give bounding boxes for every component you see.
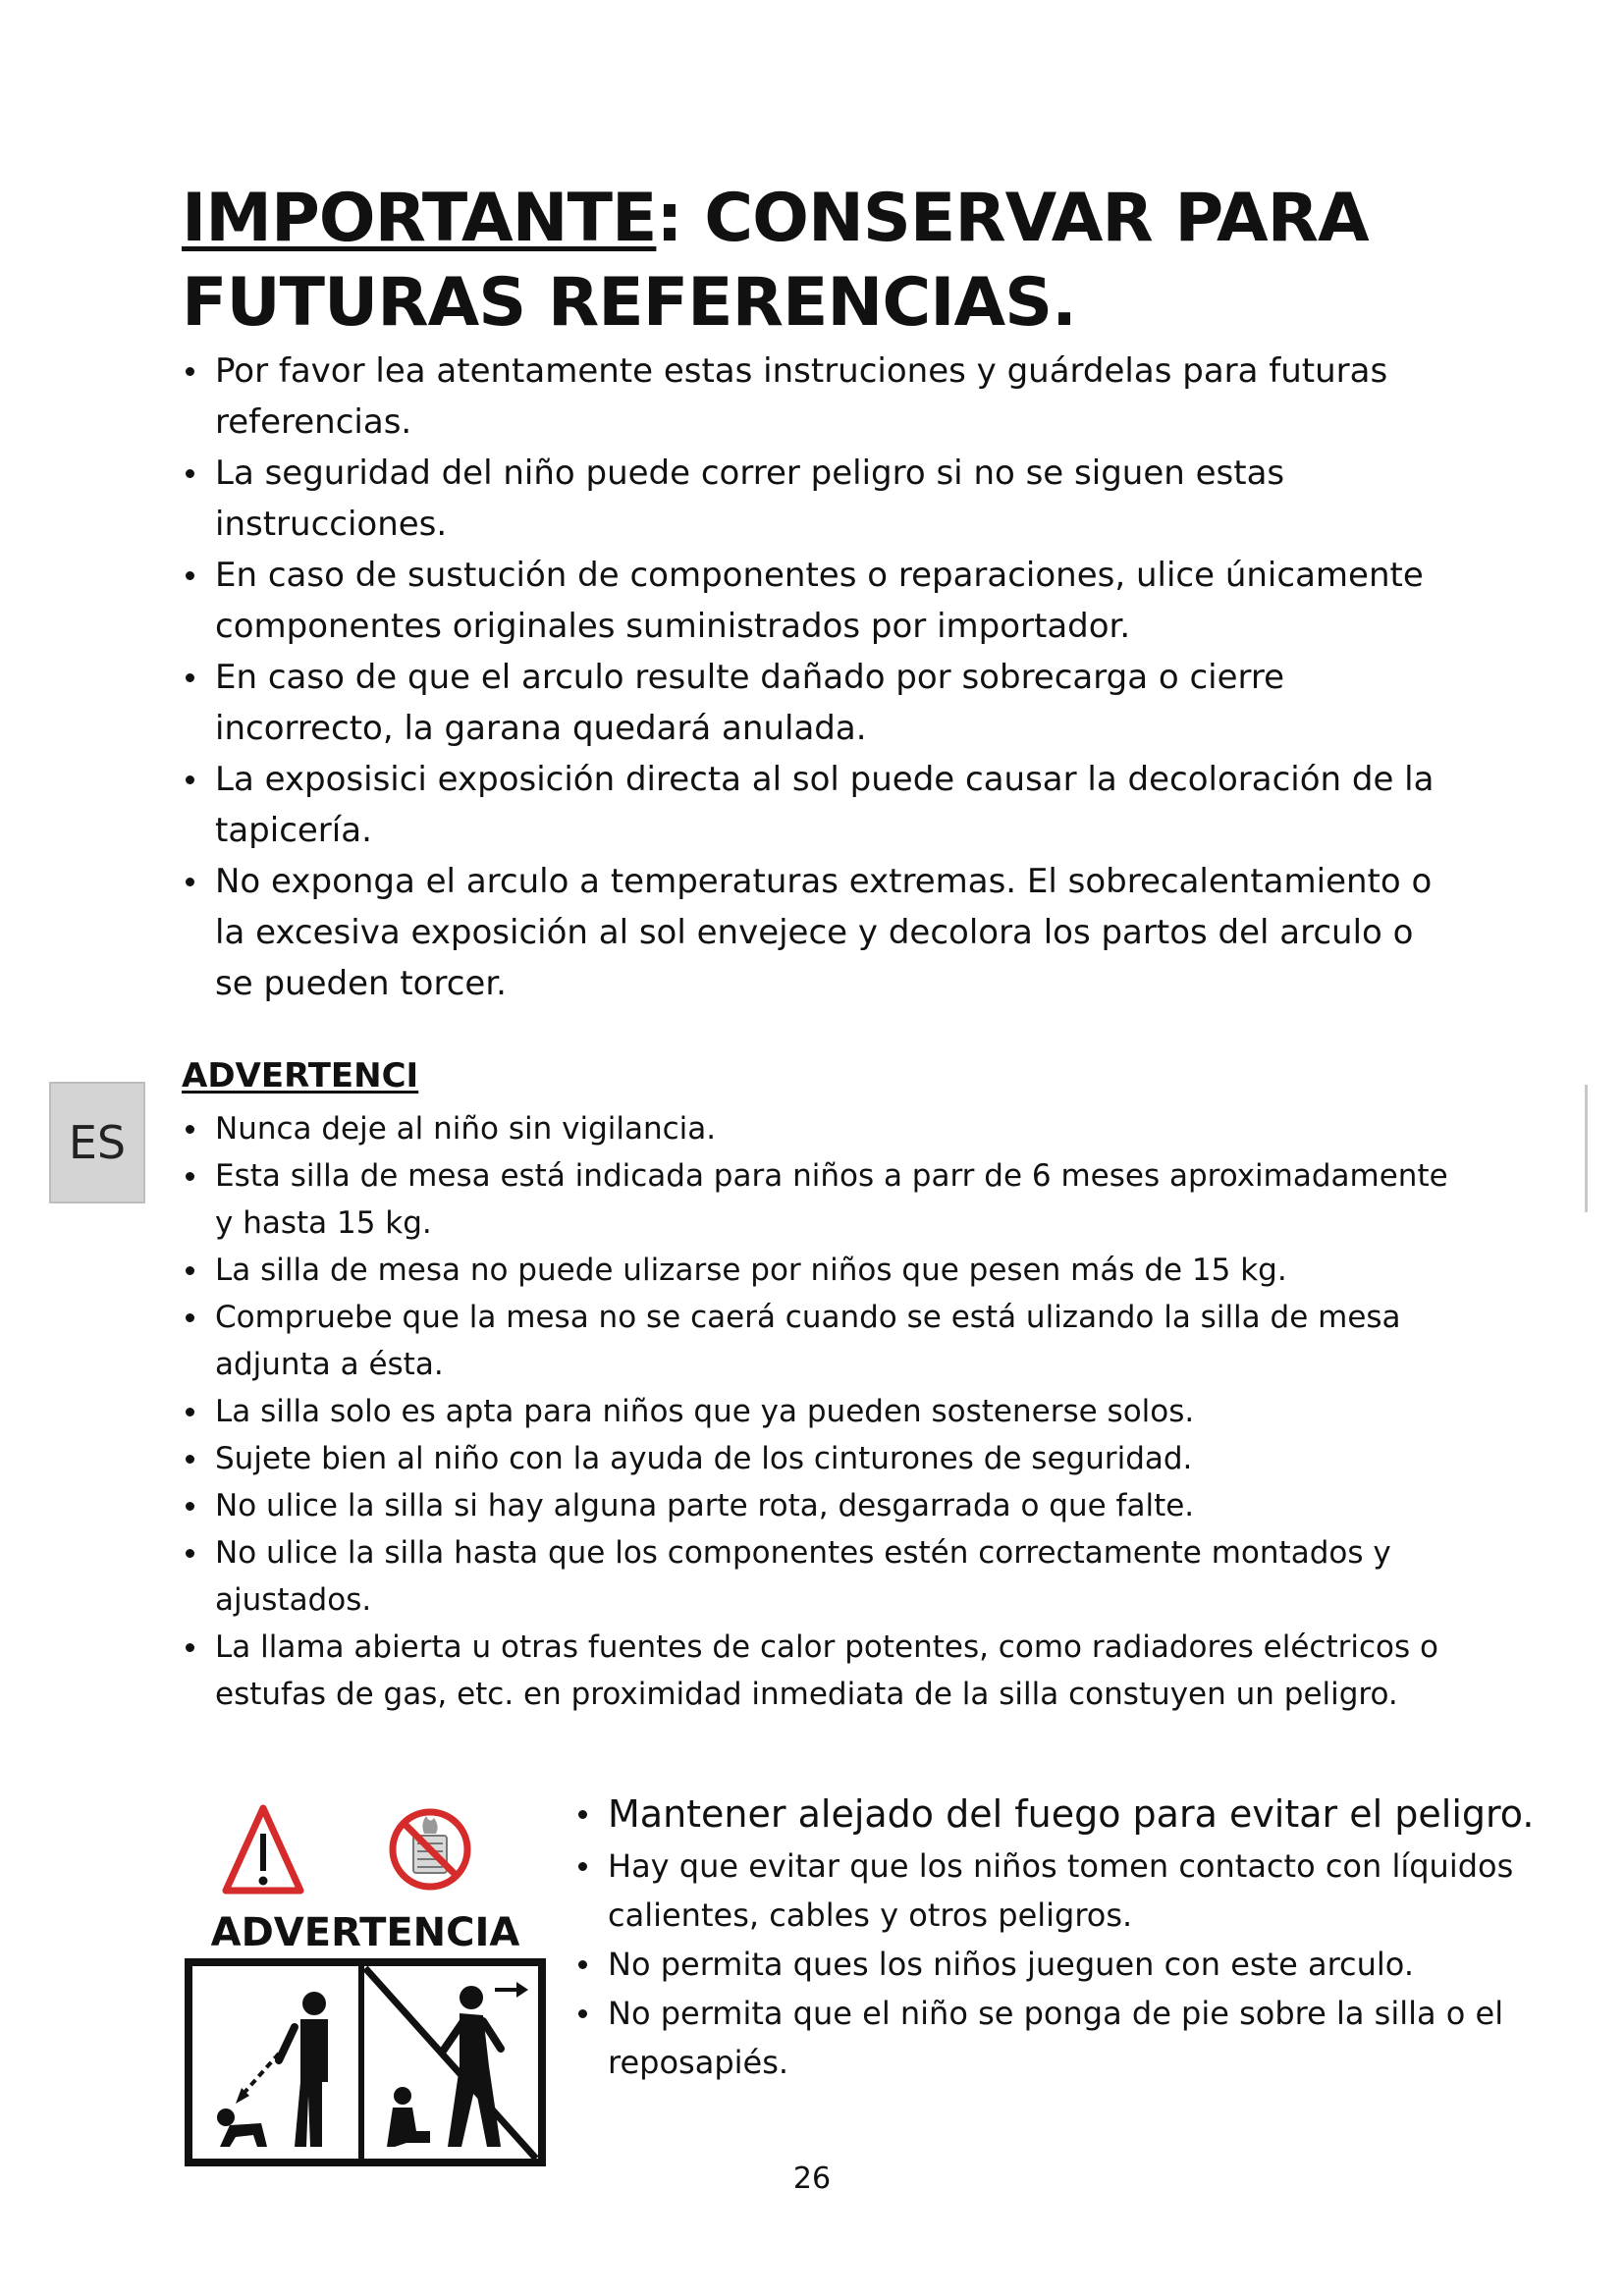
list-item: No ulice la silla hasta que los componentes estén correctamente montados y ajustados. [182,1529,1458,1624]
list-item: Compruebe que la mesa no se caerá cuando se está ulizando la silla de mesa adjunta a ésta. [182,1294,1458,1388]
list-item: No permita ques los niños jueguen con este arculo. [574,1940,1556,1989]
list-item: La silla de mesa no puede ulizarse por niños que pesen más de 15 kg. [182,1247,1458,1294]
pictogram-label: ADVERTENCIA [210,1910,520,1955]
page-title [182,177,1369,346]
list-item: Sujete bien al niño con la ayuda de los cinturones de seguridad. [182,1435,1458,1482]
list-item: La llama abierta u otras fuentes de calor potentes, como radiadores eléctricos o estufas de gas, etc. en proximidad inmediata de la silla constuyen un peligro. [182,1624,1458,1718]
list-item: Esta silla de mesa está indicada para niños a parr de 6 meses aproximadamente y hasta 15 kg. [182,1152,1458,1247]
language-tab: ES [49,1082,145,1203]
list-item: La exposisici exposición directa al sol puede causar la decoloración de la tapicería. [182,754,1458,856]
page-edge-mark [1585,1085,1588,1212]
list-item: No exponga el arculo a temperaturas extremas. El sobrecalentamiento o la excesiva exposición al sol envejece y decolora los partos del arculo o se pueden torcer. [182,856,1458,1009]
list-item: No ulice la silla si hay alguna parte rota, desgarrada o que falte. [182,1482,1458,1529]
list-item: En caso de que el arculo resulte dañado por sobrecarga o cierre incorrecto, la garana quedará anulada. [182,652,1458,754]
title-important: IMPORTANTE [182,180,657,257]
list-item: Mantener alejado del fuego para evitar el peligro. [574,1787,1556,1842]
title-line1-rest: : CONSERVAR PARA [656,180,1369,257]
list-item: Por favor lea atentamente estas instruciones y guárdelas para futuras referencias. [182,346,1458,448]
list-item: La silla solo es apta para niños que ya pueden sostenerse solos. [182,1388,1458,1435]
page-number: 26 [792,2162,832,2196]
child-danger-pictogram [185,1958,546,2166]
list-item: La seguridad del niño puede correr peligro si no se siguen estas instrucciones. [182,448,1458,550]
warning-triangle-icon [226,1808,300,1891]
no-heater-icon [393,1812,467,1887]
list-item: Nunca deje al niño sin vigilancia. [182,1105,1458,1152]
important-list [182,346,1458,1009]
list-item: Hay que evitar que los niños tomen contacto con líquidos calientes, cables y otros peligros. [574,1842,1556,1940]
list-item: En caso de sustución de componentes o reparaciones, ulice únicamente componentes originales suministrados por importador. [182,550,1458,652]
bottom-warning-list [574,1787,1556,2087]
warning-list [182,1105,1458,1718]
title-line2: FUTURAS REFERENCIAS. [182,264,1076,342]
list-item: No permita que el niño se ponga de pie sobre la silla o el reposapiés. [574,1989,1556,2087]
warning-heading: ADVERTENCI [182,1056,419,1095]
